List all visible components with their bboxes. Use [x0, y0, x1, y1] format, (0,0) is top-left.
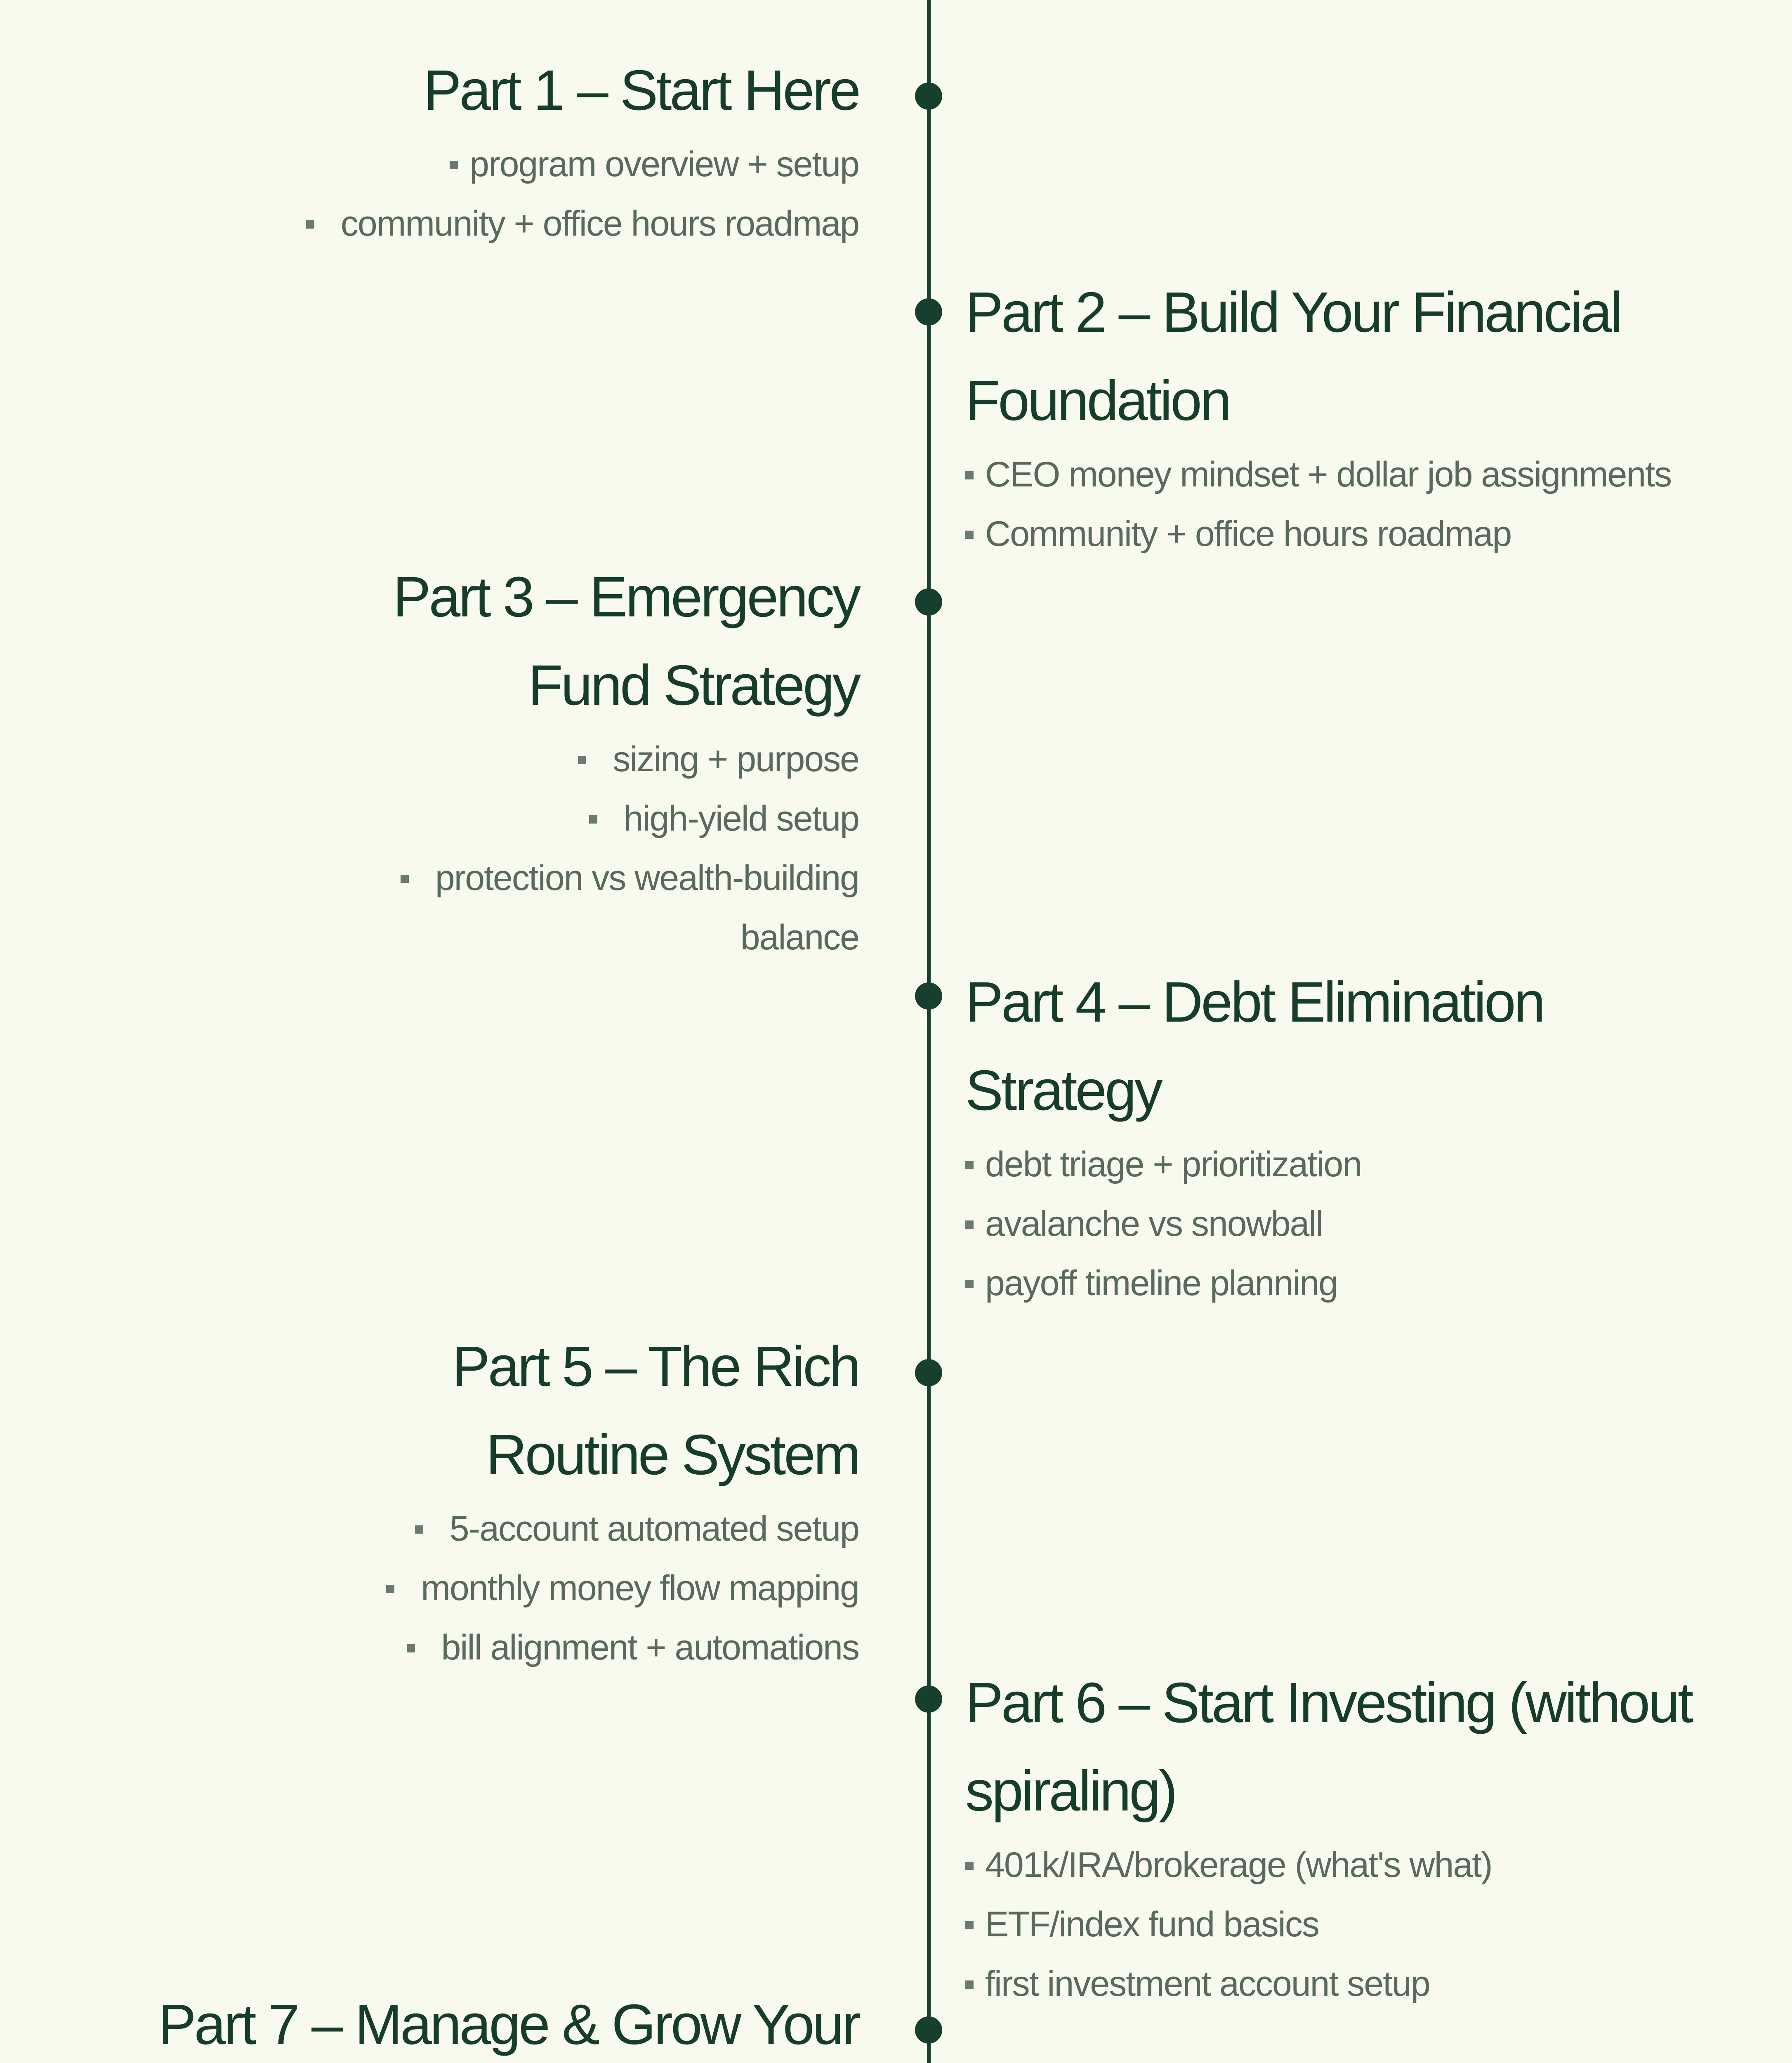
part-5-title-line: Routine System	[486, 1423, 859, 1487]
part-3-section	[393, 553, 859, 967]
part-3-items	[393, 729, 859, 967]
part-6-title-line: spiraling)	[965, 1759, 1176, 1823]
part-2-title	[965, 268, 1671, 445]
part-6-items	[965, 1835, 1691, 2013]
part-2-item: Community + office hours roadmap	[965, 504, 1671, 564]
bullet-icon	[965, 1862, 974, 1870]
timeline-dot-part-2	[915, 298, 942, 326]
timeline-dot-part-5	[915, 1359, 942, 1386]
part-2-title-line: Part 2 – Build Your Financial	[965, 281, 1621, 344]
part-4-title-line: Strategy	[965, 1059, 1161, 1122]
bullet-icon	[965, 1280, 974, 1288]
part-2-title-line: Foundation	[965, 369, 1230, 432]
bullet-icon	[589, 815, 597, 824]
part-4-title-line: Part 4 – Debt Elimination	[965, 970, 1544, 1034]
part-4-items	[965, 1135, 1543, 1313]
part-3-item-continued: balance	[740, 918, 859, 957]
part-1-title-line: Part 1 – Start Here	[423, 59, 859, 122]
bullet-icon	[578, 756, 586, 764]
part-4-item: avalanche vs snowball	[965, 1194, 1543, 1253]
part-1-items	[306, 135, 859, 253]
bullet-icon	[415, 1525, 423, 1534]
part-6-item: 401k/IRA/brokerage (what's what)	[965, 1835, 1691, 1895]
bullet-icon	[965, 1220, 974, 1229]
part-3-title-line: Part 3 – Emergency	[393, 565, 859, 629]
bullet-icon	[965, 1921, 974, 1929]
part-3-item: high-yield setup	[393, 789, 859, 848]
part-6-item: ETF/index fund basics	[965, 1895, 1691, 1954]
part-2-section	[965, 268, 1671, 564]
part-3-item: protection vs wealth-building	[393, 848, 859, 908]
part-4-item: debt triage + prioritization	[965, 1135, 1543, 1194]
part-4-item: payoff timeline planning	[965, 1253, 1543, 1313]
part-6-item: first investment account setup	[965, 1954, 1691, 2013]
part-4-title	[965, 958, 1543, 1135]
part-5-item: 5-account automated setup	[386, 1499, 859, 1558]
bullet-icon	[965, 471, 974, 479]
part-6-title	[965, 1659, 1691, 1835]
part-2-items	[965, 445, 1671, 564]
bullet-icon	[965, 1980, 974, 1989]
bullet-icon	[306, 220, 314, 229]
bullet-icon	[450, 161, 458, 169]
part-3-title-line: Fund Strategy	[528, 654, 859, 717]
part-5-item: monthly money flow mapping	[386, 1558, 859, 1618]
part-7-title-line: Part 7 – Manage & Grow Your	[158, 1993, 859, 2056]
part-7-title	[108, 1980, 859, 2063]
part-2-item: CEO money mindset + dollar job assignments	[965, 445, 1671, 504]
part-6-section	[965, 1659, 1691, 2013]
bullet-icon	[386, 1585, 394, 1593]
bullet-icon	[965, 1161, 974, 1169]
part-7-section	[108, 1980, 859, 2063]
part-5-title-line: Part 5 – The Rich	[452, 1335, 859, 1398]
part-1-title	[306, 46, 859, 135]
part-6-title-line: Part 6 – Start Investing (without	[965, 1671, 1692, 1735]
part-3-item: sizing + purpose	[393, 729, 859, 789]
part-5-section	[386, 1322, 859, 1677]
part-3-title	[393, 553, 859, 729]
timeline-dot-part-1	[915, 83, 942, 110]
timeline-dot-part-7	[915, 2016, 942, 2044]
part-1-item: community + office hours roadmap	[306, 194, 859, 253]
part-5-item: bill alignment + automations	[386, 1618, 859, 1677]
bullet-icon	[407, 1644, 415, 1652]
timeline-dot-part-6	[915, 1685, 942, 1713]
part-4-section	[965, 958, 1543, 1313]
bullet-icon	[965, 531, 974, 539]
timeline-dot-part-3	[915, 588, 942, 616]
part-1-item: program overview + setup	[306, 135, 859, 194]
part-5-title	[386, 1322, 859, 1499]
timeline-dot-part-4	[915, 982, 942, 1010]
part-5-items	[386, 1499, 859, 1677]
part-1-section	[306, 46, 859, 253]
bullet-icon	[401, 875, 409, 883]
